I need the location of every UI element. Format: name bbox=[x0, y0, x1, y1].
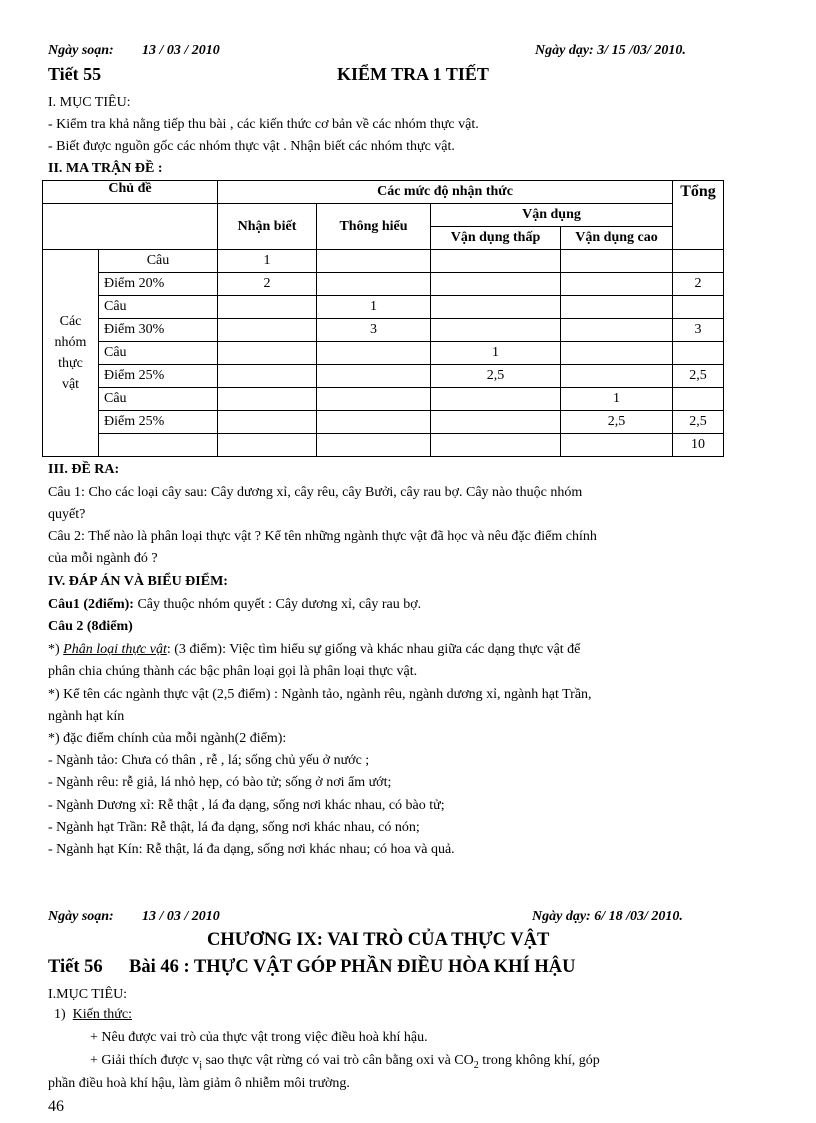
cell-recognize: 1 bbox=[218, 250, 317, 273]
knowledge-number: 1) bbox=[54, 1007, 66, 1022]
cell-apply-low bbox=[431, 250, 561, 273]
group-label-cell bbox=[43, 250, 99, 457]
cell-total bbox=[673, 342, 724, 365]
cell-apply-high bbox=[561, 273, 673, 296]
feature-moss: - Ngành rêu: rễ giả, lá nhỏ hẹp, có bào tử; sống ở nơi ẩm ướt; bbox=[48, 775, 392, 790]
definition-line-2: phân chia chúng thành các bậc phân loại gọi là phân loại thực vật. bbox=[48, 664, 418, 679]
table-row bbox=[43, 250, 724, 273]
cell-total: 2 bbox=[673, 273, 724, 296]
definition-line-1 bbox=[48, 641, 580, 659]
group-label-line: thực bbox=[58, 356, 83, 371]
date-prepared-label-2: Ngày soạn: bbox=[48, 909, 114, 924]
cell-total: 2,5 bbox=[673, 411, 724, 434]
cell-total: 10 bbox=[673, 434, 724, 457]
cell-apply-high bbox=[561, 250, 673, 273]
answer-1-text: Cây thuộc nhóm quyết : Cây dương xỉ, cây rau bợ. bbox=[133, 597, 422, 612]
cell-recognize bbox=[218, 365, 317, 388]
definition-prefix: *) bbox=[48, 642, 64, 657]
cell-total bbox=[673, 388, 724, 411]
cell-understand bbox=[317, 250, 431, 273]
chapter-title: CHƯƠNG IX: VAI TRÒ CỦA THỰC VẬT bbox=[207, 930, 550, 950]
cell-total bbox=[673, 296, 724, 319]
knowledge-item-2-sub-1: ị bbox=[199, 1059, 202, 1071]
header-understand: Thông hiểu bbox=[317, 204, 431, 250]
header-recognize: Nhận biết bbox=[218, 204, 317, 250]
row-label: Điểm 30% bbox=[99, 319, 218, 342]
row-label: Câu bbox=[99, 342, 218, 365]
question-1-line-1: Câu 1: Cho các loại cây sau: Cây dương xỉ, cây rêu, cây Bưởi, cây rau bợ. Cây nào thuộc nhóm bbox=[48, 485, 583, 500]
date-prepared-value: 13 / 03 / 2010 bbox=[142, 43, 220, 58]
cell-recognize bbox=[218, 296, 317, 319]
divisions-line-2: ngành hạt kín bbox=[48, 709, 125, 724]
table-row bbox=[43, 296, 724, 319]
cell-recognize bbox=[218, 388, 317, 411]
cell-understand: 3 bbox=[317, 319, 431, 342]
date-prepared-value-2: 13 / 03 / 2010 bbox=[142, 909, 220, 924]
table-row bbox=[43, 434, 724, 457]
knowledge-item-2-sub-2: 2 bbox=[473, 1059, 479, 1071]
cell-apply-low bbox=[431, 319, 561, 342]
answer-1-label: Câu1 (2điểm): bbox=[48, 597, 134, 612]
cell-recognize: 2 bbox=[218, 273, 317, 296]
row-label: Điểm 20% bbox=[99, 273, 218, 296]
feature-algae: - Ngành tảo: Chưa có thân , rễ , lá; sống chủ yếu ở nước ; bbox=[48, 753, 370, 768]
cell-understand bbox=[317, 411, 431, 434]
knowledge-item-2-line-2: phần điều hoà khí hậu, làm giảm ô nhiễm môi trường. bbox=[48, 1076, 350, 1091]
knowledge-item-2-a: + Giải thích được v bbox=[90, 1053, 200, 1068]
objectives-heading-2: I.MỤC TIÊU: bbox=[48, 987, 128, 1002]
cell-recognize bbox=[218, 319, 317, 342]
cell-apply-high bbox=[561, 319, 673, 342]
group-label-line: vật bbox=[61, 377, 80, 392]
cell-apply-low bbox=[431, 411, 561, 434]
group-label-line: nhóm bbox=[54, 335, 87, 350]
test-matrix-table bbox=[42, 180, 724, 457]
question-1-line-2: quyết? bbox=[48, 507, 86, 522]
definition-term: Phân loại thực vật bbox=[63, 642, 167, 657]
cell-apply-high: 2,5 bbox=[561, 411, 673, 434]
section-heading-answers: IV. ĐÁP ÁN VÀ BIỂU ĐIỂM: bbox=[48, 574, 228, 589]
knowledge-item-1: + Nêu được vai trò của thực vật trong việc điều hoà khí hậu. bbox=[90, 1030, 428, 1045]
table-row bbox=[43, 342, 724, 365]
cell-apply-high bbox=[561, 365, 673, 388]
cell-recognize bbox=[218, 342, 317, 365]
row-label: Câu bbox=[99, 250, 218, 273]
table-row bbox=[43, 388, 724, 411]
feature-fern: - Ngành Dương xỉ: Rễ thật , lá đa dạng, sống nơi khác nhau, có bào tử; bbox=[48, 798, 445, 813]
lesson-title: KIỂM TRA 1 TIẾT bbox=[337, 64, 489, 84]
page-number: 46 bbox=[48, 1098, 64, 1115]
cell-understand bbox=[317, 273, 431, 296]
knowledge-label: Kiến thức: bbox=[72, 1007, 132, 1022]
knowledge-item-2-c: trong không khí, góp bbox=[478, 1053, 600, 1068]
header-topic-spacer bbox=[43, 204, 218, 250]
cell-apply-low bbox=[431, 434, 561, 457]
feature-gymnosperm: - Ngành hạt Trần: Rễ thật, lá đa dạng, sống nơi khác nhau, có nón; bbox=[48, 820, 420, 835]
cell-total bbox=[673, 250, 724, 273]
section-heading-exam: III. ĐỀ RA: bbox=[48, 462, 120, 477]
cell-total: 2,5 bbox=[673, 365, 724, 388]
divisions-line-1: *) Kể tên các ngành thực vật (2,5 điểm) : Ngành tảo, ngành rêu, ngành dương xỉ, ngành hạt Trần, bbox=[48, 687, 592, 702]
question-2-line-2: của mỗi ngành đó ? bbox=[48, 551, 158, 566]
cell-apply-high bbox=[561, 296, 673, 319]
row-label: Điểm 25% bbox=[99, 411, 218, 434]
cell-apply-low: 2,5 bbox=[431, 365, 561, 388]
date-taught-2: Ngày dạy: 6/ 18 /03/ 2010. bbox=[532, 909, 683, 924]
row-label: Điểm 25% bbox=[99, 365, 218, 388]
cell-understand bbox=[317, 388, 431, 411]
answer-1 bbox=[48, 596, 421, 614]
cell-understand: 1 bbox=[317, 296, 431, 319]
table-row bbox=[43, 365, 724, 388]
cell-understand bbox=[317, 342, 431, 365]
row-label bbox=[99, 434, 218, 457]
date-taught: Ngày dạy: 3/ 15 /03/ 2010. bbox=[535, 43, 686, 58]
answer-2-label: Câu 2 (8điểm) bbox=[48, 619, 133, 634]
cell-recognize bbox=[218, 411, 317, 434]
header-apply: Vận dụng bbox=[431, 204, 673, 227]
features-heading: *) đặc điểm chính của mỗi ngành(2 điểm): bbox=[48, 731, 287, 746]
cell-apply-high: 1 bbox=[561, 388, 673, 411]
lesson-title-2: Bài 46 : THỰC VẬT GÓP PHẦN ĐIỀU HÒA KHÍ HẬU bbox=[129, 957, 576, 977]
header-apply-high: Vận dụng cao bbox=[561, 227, 673, 250]
cell-apply-low: 1 bbox=[431, 342, 561, 365]
group-label-line: Các bbox=[59, 314, 82, 329]
knowledge-heading bbox=[54, 1006, 132, 1024]
header-apply-low: Vận dụng thấp bbox=[431, 227, 561, 250]
feature-angiosperm: - Ngành hạt Kín: Rễ thật, lá đa dạng, sống nơi khác nhau; có hoa và quả. bbox=[48, 842, 455, 857]
header-total: Tổng bbox=[673, 181, 724, 250]
row-label: Câu bbox=[99, 388, 218, 411]
definition-rest: : (3 điểm): Việc tìm hiểu sự giống và khác nhau giữa các dạng thực vật để bbox=[166, 642, 581, 657]
cell-understand bbox=[317, 434, 431, 457]
period-label: Tiết 55 bbox=[48, 64, 102, 84]
cell-apply-low bbox=[431, 273, 561, 296]
objective-2: - Biết được nguồn gốc các nhóm thực vật . Nhận biết các nhóm thực vật. bbox=[48, 139, 455, 154]
table-row bbox=[43, 273, 724, 296]
header-levels: Các mức độ nhận thức bbox=[218, 181, 673, 204]
question-2-line-1: Câu 2: Thế nào là phân loại thực vật ? Kể tên những ngành thực vật đã học và nêu đặc điểm chính bbox=[48, 529, 597, 544]
table-row bbox=[43, 411, 724, 434]
header-topic: Chủ đề bbox=[43, 181, 218, 204]
cell-apply-low bbox=[431, 296, 561, 319]
knowledge-item-2 bbox=[90, 1052, 600, 1075]
cell-total: 3 bbox=[673, 319, 724, 342]
date-prepared-label: Ngày soạn: bbox=[48, 43, 114, 58]
cell-understand bbox=[317, 365, 431, 388]
table-row bbox=[43, 319, 724, 342]
row-label: Câu bbox=[99, 296, 218, 319]
cell-apply-high bbox=[561, 342, 673, 365]
period-label-2: Tiết 56 bbox=[48, 957, 103, 977]
section-heading-objectives: I. MỤC TIÊU: bbox=[48, 95, 131, 110]
cell-recognize bbox=[218, 434, 317, 457]
cell-apply-high bbox=[561, 434, 673, 457]
section-heading-matrix: II. MA TRẬN ĐỀ : bbox=[48, 161, 163, 176]
knowledge-item-2-b: sao thực vật rừng có vai trò cân bằng oxi và CO bbox=[201, 1053, 474, 1068]
cell-apply-low bbox=[431, 388, 561, 411]
objective-1: - Kiểm tra khả nằng tiếp thu bài , các kiến thức cơ bản về các nhóm thực vật. bbox=[48, 117, 479, 132]
